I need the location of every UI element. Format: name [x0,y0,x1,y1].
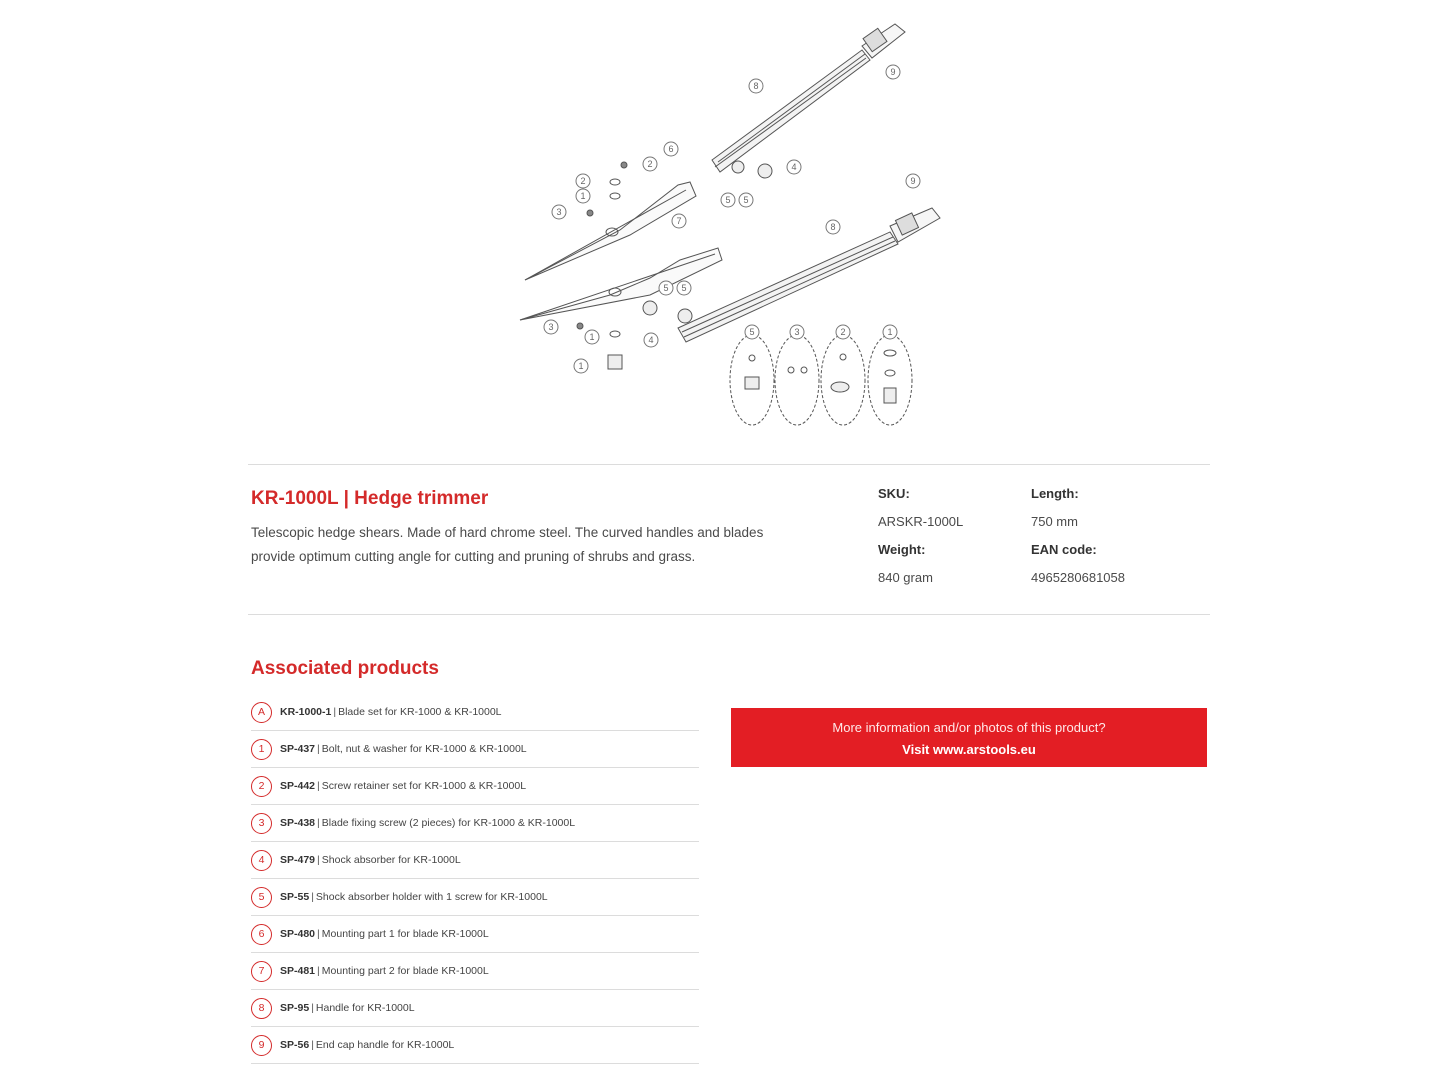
item-badge: 5 [251,887,272,908]
item-separator: | [311,891,314,903]
item-separator: | [317,854,320,866]
item-description: Shock absorber for KR-1000L [321,854,461,866]
item-code: KR-1000-1 [280,706,332,718]
item-code: SP-479 [280,854,316,866]
weight-label: Weight: [878,542,926,557]
item-badge: 9 [251,1035,272,1056]
item-description: Blade fixing screw (2 pieces) for KR-1000 & KR-1000L [321,817,576,829]
associated-products-list [251,694,699,1064]
item-code: SP-481 [280,965,316,977]
callout-1-bottom: 1 [578,361,584,371]
item-badge: 6 [251,924,272,945]
sku-value: ARSKR-1000L [878,514,964,529]
callout-3-lower: 3 [548,322,554,332]
upper-handle-drawing [712,24,905,172]
diagram-callout-labels [544,65,920,373]
item-separator: | [311,1039,314,1051]
item-badge: 3 [251,813,272,834]
callout-5-c: 5 [663,283,669,293]
item-code: SP-95 [280,1002,310,1014]
callout-8: 8 [753,81,759,91]
item-separator: | [317,780,320,792]
callout-2-top: 2 [647,159,653,169]
item-badge: 4 [251,850,272,871]
divider-top [248,464,1210,465]
item-separator: | [317,928,320,940]
item-badge: 8 [251,998,272,1019]
item-code: SP-56 [280,1039,310,1051]
item-description: Blade set for KR-1000 & KR-1000L [338,706,502,718]
callout-1-lower: 1 [589,332,595,342]
callout-5-d: 5 [681,283,687,293]
callout-1-left: 1 [580,191,586,201]
item-separator: | [317,965,320,977]
callout-9-lower: 9 [910,176,916,186]
item-code: SP-55 [280,891,310,903]
divider-bottom [248,614,1210,615]
item-description: Mounting part 2 for blade KR-1000L [321,965,489,977]
callout-2-left: 2 [580,176,586,186]
detail-callout-2: 2 [840,327,846,337]
item-description: Handle for KR-1000L [315,1002,415,1014]
callout-9: 9 [890,67,896,77]
item-description: Bolt, nut & washer for KR-1000 & KR-1000L [321,743,527,755]
item-code: SP-437 [280,743,316,755]
list-item[interactable] [251,842,699,879]
item-badge: 7 [251,961,272,982]
list-item[interactable] [251,805,699,842]
associated-products-title: Associated products [251,658,439,679]
ean-label: EAN code: [1031,542,1097,557]
weight-value: 840 gram [878,570,933,585]
sku-label: SKU: [878,486,910,501]
item-code: SP-442 [280,780,316,792]
length-label: Length: [1031,486,1079,501]
item-separator: | [311,1002,314,1014]
lower-blade-drawing [520,248,722,320]
more-info-banner [731,708,1207,767]
visit-website-link[interactable]: Visit www.arstools.eu [902,742,1036,757]
item-badge: 1 [251,739,272,760]
ean-value: 4965280681058 [1031,570,1125,585]
item-code: SP-480 [280,928,316,940]
item-description: Screw retainer set for KR-1000 & KR-1000L [321,780,527,792]
callout-8-lower: 8 [830,222,836,232]
callout-5-b: 5 [743,195,749,205]
list-item[interactable] [251,990,699,1027]
diagram-svg [500,10,960,430]
item-separator: | [317,817,320,829]
list-item[interactable] [251,1027,699,1064]
length-value: 750 mm [1031,514,1078,529]
list-item[interactable] [251,731,699,768]
product-description: Telescopic hedge shears. Made of hard chrome steel. The curved handles and blades provide optimum cutting angle for cutting and pruning of shrubs and grass. [251,525,764,564]
item-description: End cap handle for KR-1000L [315,1039,455,1051]
callout-6: 6 [668,144,674,154]
detail-callout-1: 1 [887,327,893,337]
callout-4-lower: 4 [648,335,654,345]
list-item[interactable] [251,953,699,990]
product-title: KR-1000L | Hedge trimmer [251,488,489,509]
callout-7: 7 [676,216,682,226]
item-badge: 2 [251,776,272,797]
item-code: SP-438 [280,817,316,829]
list-item[interactable] [251,768,699,805]
item-separator: | [333,706,337,718]
list-item[interactable] [251,916,699,953]
detail-callout-5: 5 [749,327,755,337]
item-separator: | [317,743,320,755]
more-info-text: More information and/or photos of this product? [832,720,1106,735]
item-description: Mounting part 1 for blade KR-1000L [321,928,489,940]
callout-4-top: 4 [791,162,797,172]
detail-callout-3: 3 [794,327,800,337]
exploded-parts-diagram [500,10,960,430]
lower-handle-drawing [678,208,940,342]
item-badge: A [251,702,272,723]
item-description: Shock absorber holder with 1 screw for KR-1000L [315,891,548,903]
list-item[interactable] [251,694,699,731]
callout-3-top: 3 [556,207,562,217]
list-item[interactable] [251,879,699,916]
detail-parts-drawing [745,350,896,403]
callout-5-a: 5 [725,195,731,205]
